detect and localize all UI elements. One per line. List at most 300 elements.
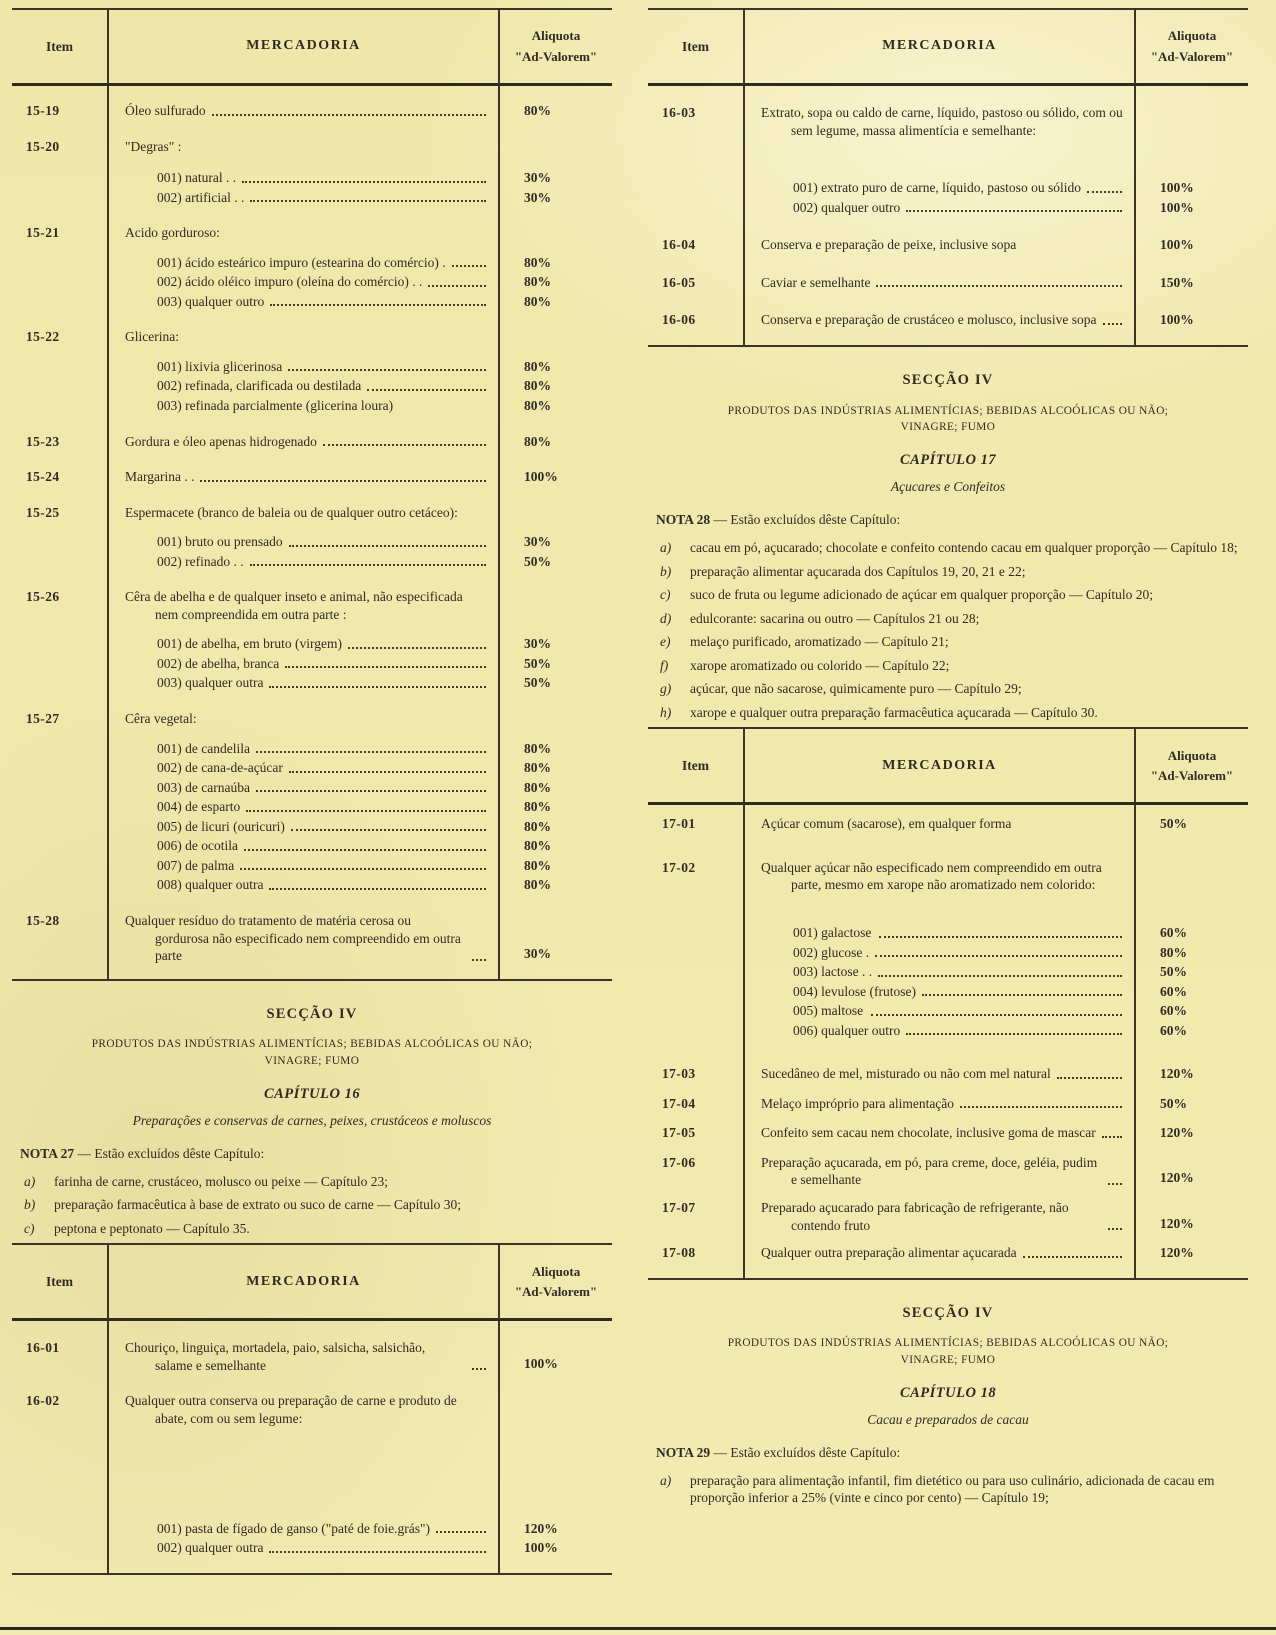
tariff-table-chapter16-left — [12, 1243, 612, 1574]
rate-value: 80% — [524, 293, 551, 309]
mercadoria-cell — [743, 805, 1136, 835]
tariff-table-chapter17 — [648, 727, 1248, 1279]
description-line — [125, 740, 488, 758]
mercadoria-cell — [107, 1539, 500, 1559]
description-text: 004) levulose (frutose) — [793, 983, 916, 999]
mercadoria-cell — [743, 199, 1136, 219]
description-line — [125, 358, 488, 376]
item-code-cell — [12, 553, 107, 573]
header-aliquota-column — [500, 10, 612, 86]
rate-value: 80% — [1160, 944, 1187, 960]
description-line — [125, 433, 488, 451]
aliquota-cell — [1136, 1144, 1248, 1189]
dotted-leader — [323, 444, 486, 446]
rate-value: 80% — [524, 254, 551, 270]
nota-item-letter: a) — [24, 1173, 36, 1189]
description-text: 002) refinado . . — [157, 553, 244, 569]
description-line — [125, 254, 488, 272]
description-line — [125, 710, 488, 728]
description-line — [125, 798, 488, 816]
header-aliquota-column — [1136, 10, 1248, 86]
mercadoria-cell — [107, 312, 500, 346]
rate-value: 120% — [1160, 1170, 1194, 1186]
mercadoria-cell — [107, 1374, 500, 1427]
mercadoria-cell — [743, 944, 1136, 964]
item-code-cell — [12, 857, 107, 877]
rate-value: 60% — [1160, 1003, 1187, 1019]
description-line — [761, 1022, 1124, 1040]
item-code-cell: 17-04 — [662, 1095, 696, 1111]
aliquota-cell — [1136, 218, 1248, 256]
aliquota-cell — [1136, 86, 1248, 139]
description-line — [125, 837, 488, 855]
aliquota-cell — [500, 242, 612, 274]
description-line — [125, 533, 488, 551]
chapter-title: Açucares e Confeitos — [890, 478, 1006, 494]
rate-value: 80% — [524, 398, 551, 414]
rate-value: 100% — [1160, 312, 1194, 328]
section-heading: SECÇÃO IV — [266, 1005, 358, 1022]
description-text: 001) galactose — [793, 924, 872, 940]
header-aliquota-line2: "Ad-Valorem" — [514, 1283, 598, 1299]
aliquota-cell — [500, 728, 612, 760]
aliquota-cell — [500, 122, 612, 156]
rate-value: 100% — [1160, 237, 1194, 253]
nota-item-letter: a) — [660, 1472, 672, 1488]
dotted-leader — [240, 868, 486, 870]
description-text: 002) ácido oléico impuro (oleína do comércio) . . — [157, 274, 423, 290]
header-mercadoria-column: MERCADORIA — [107, 1245, 500, 1321]
tariff-table-grid — [648, 727, 1248, 1279]
item-code-cell: 16-06 — [662, 312, 696, 328]
nota-line — [656, 1444, 1240, 1462]
mercadoria-cell — [743, 1234, 1136, 1264]
aliquota-cell — [500, 623, 612, 655]
description-line — [125, 328, 488, 346]
item-code-cell — [12, 674, 107, 694]
description-text: 001) extrato puro de carne, líquido, pastoso ou sólido — [793, 180, 1081, 196]
table-bottom-pad — [107, 1559, 500, 1573]
item-code-cell — [12, 377, 107, 397]
description-line — [125, 857, 488, 875]
rate-value: 50% — [524, 675, 551, 691]
rate-value: 50% — [1160, 816, 1187, 832]
table-bottom-pad — [500, 965, 612, 979]
rate-value: 120% — [1160, 1125, 1194, 1141]
rate-value: 30% — [524, 946, 551, 962]
description-text: 002) artificial . . — [157, 189, 245, 205]
aliquota-cell — [1136, 944, 1248, 964]
rate-value: 80% — [524, 358, 551, 374]
description-line — [761, 236, 1124, 254]
item-code-cell — [12, 346, 107, 378]
aliquota-cell — [1136, 256, 1248, 294]
description-line — [125, 189, 488, 207]
description-line — [125, 674, 488, 692]
description-line — [125, 397, 488, 415]
table-bottom-pad — [12, 1559, 107, 1573]
description-text: Qualquer resíduo do tratamento de matéria cerosa ou gordurosa não especificado nem compreendido em outra parte — [125, 912, 461, 964]
tariff-table-chapter16-right — [648, 8, 1248, 347]
item-code-cell — [12, 759, 107, 779]
aliquota-cell — [500, 273, 612, 293]
nota-item-letter: a) — [660, 539, 672, 555]
aliquota-cell — [1136, 199, 1248, 219]
rate-value: 30% — [524, 534, 551, 550]
description-line — [761, 199, 1124, 217]
description-text: 002) refinada, clarificada ou destilada — [157, 378, 362, 394]
description-text: Conserva e preparação de crustáceo e molusco, inclusive sopa — [761, 312, 1097, 328]
nota-item-letter: b) — [660, 563, 672, 579]
mercadoria-cell — [107, 694, 500, 728]
mercadoria-cell — [107, 779, 500, 799]
description-text: Sucedâneo de mel, misturado ou não com mel natural — [761, 1066, 1051, 1082]
rate-value: 60% — [1160, 924, 1187, 940]
chapter-title: Preparações e conservas de carnes, peixes, crustáceos e moluscos — [132, 1112, 492, 1128]
rate-value: 80% — [524, 103, 551, 118]
dotted-leader — [878, 975, 1122, 977]
item-code-cell: 16-02 — [26, 1393, 60, 1409]
section-block-capitulo16 — [12, 1005, 612, 1238]
dotted-leader — [367, 389, 486, 391]
mercadoria-cell — [107, 1428, 500, 1540]
description-text: Qualquer açúcar não especificado nem compreendido em outra parte, mesmo em xarope não aromatizado nem colorido: — [761, 859, 1102, 893]
description-text: Acido gorduroso: — [125, 225, 220, 241]
dotted-leader — [871, 1014, 1122, 1016]
two-column-layout — [12, 6, 1248, 1575]
aliquota-cell — [500, 1321, 612, 1374]
description-line — [125, 102, 488, 120]
description-text: Margarina . . — [125, 469, 195, 485]
chapter-heading: CAPÍTULO 18 — [899, 1384, 997, 1401]
rate-value: 100% — [524, 1540, 558, 1556]
aliquota-cell — [500, 377, 612, 397]
item-code-cell — [648, 199, 743, 219]
mercadoria-cell — [743, 218, 1136, 256]
rate-value: 80% — [524, 818, 551, 834]
description-line — [125, 635, 488, 653]
header-aliquota-line1: Aliquota — [1167, 747, 1217, 763]
item-code-cell: 15-24 — [26, 469, 60, 485]
item-code-cell — [12, 397, 107, 417]
dotted-leader — [1057, 1077, 1122, 1079]
nota-items — [656, 1472, 1240, 1507]
item-code-cell — [648, 1002, 743, 1022]
section-products-line1: PRODUTOS DAS INDÚSTRIAS ALIMENTÍCIAS; BEBIDAS ALCOÓLICAS OU NÃO; — [91, 1038, 533, 1051]
aliquota-cell — [500, 876, 612, 896]
nota-item-text: açúcar, que não sacarose, quimicamente puro — Capítulo 29; — [690, 681, 1022, 697]
header-aliquota-line2: "Ad-Valorem" — [1150, 48, 1234, 64]
description-line — [761, 1154, 1124, 1189]
nota-item-letter: b) — [24, 1197, 36, 1213]
description-text: 001) lixivia glicerinosa — [157, 358, 283, 374]
left-column — [12, 6, 612, 1575]
description-line — [761, 104, 1124, 139]
aliquota-cell — [500, 553, 612, 573]
aliquota-cell — [500, 86, 612, 122]
description-text: Óleo sulfurado — [125, 103, 206, 118]
item-code-cell — [12, 818, 107, 838]
aliquota-cell — [500, 655, 612, 675]
rate-value: 80% — [524, 779, 551, 795]
description-line — [761, 983, 1124, 1001]
dotted-leader — [922, 994, 1122, 996]
aliquota-cell — [500, 798, 612, 818]
chapter-heading: CAPÍTULO 17 — [899, 452, 997, 469]
description-text: 002) glucose . — [793, 944, 870, 960]
description-line — [125, 818, 488, 836]
mercadoria-cell — [107, 242, 500, 274]
description-text: 001) de abelha, em bruto (virgem) — [157, 636, 342, 652]
right-column — [648, 6, 1248, 1575]
item-code-cell — [12, 293, 107, 313]
item-code-cell: 16-04 — [662, 237, 696, 253]
item-code-cell: 17-07 — [662, 1199, 696, 1215]
description-line — [125, 468, 488, 486]
mercadoria-cell — [107, 189, 500, 209]
nota-item-letter: c) — [24, 1220, 35, 1236]
dotted-leader — [906, 1033, 1122, 1035]
item-code-cell — [648, 894, 743, 944]
chapter-heading: CAPÍTULO 16 — [263, 1085, 361, 1102]
description-line — [125, 1520, 488, 1538]
description-line — [761, 859, 1124, 894]
mercadoria-cell — [743, 1022, 1136, 1042]
nota-item-text: peptona e peptonato — Capítulo 35. — [54, 1220, 250, 1236]
description-text: 005) de licuri (ouricuri) — [157, 818, 285, 834]
mercadoria-cell — [107, 521, 500, 553]
aliquota-cell — [1136, 1022, 1248, 1042]
mercadoria-cell — [107, 1321, 500, 1374]
rate-value: 80% — [524, 740, 551, 756]
mercadoria-cell — [107, 798, 500, 818]
aliquota-cell — [1136, 1114, 1248, 1144]
item-code-cell: 15-25 — [26, 504, 60, 520]
nota-label: NOTA 29 — [656, 1445, 711, 1461]
aliquota-cell — [500, 818, 612, 838]
rate-value: 60% — [1160, 1022, 1187, 1038]
aliquota-cell — [500, 779, 612, 799]
aliquota-cell — [500, 417, 612, 453]
table-bottom-pad — [743, 331, 1136, 345]
dotted-leader — [200, 480, 486, 482]
aliquota-cell — [500, 488, 612, 522]
aliquota-cell — [1136, 1041, 1248, 1085]
rate-value: 150% — [1160, 274, 1194, 290]
nota-item-text: preparação farmacêutica à base de extrato ou suco de carne — Capítulo 30; — [54, 1197, 462, 1213]
dotted-leader — [244, 849, 486, 851]
mercadoria-cell — [743, 256, 1136, 294]
aliquota-cell — [500, 674, 612, 694]
nota-item-text: suco de fruta ou legume adicionado de açúcar em qualquer proporção — Capítulo 20; — [690, 587, 1153, 603]
rate-value: 30% — [524, 170, 551, 186]
item-code-cell: 16-05 — [662, 274, 696, 290]
description-text: 004) de esparto — [157, 799, 241, 815]
description-text: Extrato, sopa ou caldo de carne, líquido, pastoso ou sólido, com ou sem legume, massa alimentícia e semelhante: — [761, 105, 1123, 138]
mercadoria-cell — [107, 488, 500, 522]
rate-value: 120% — [1160, 1245, 1194, 1261]
item-code-cell — [12, 521, 107, 553]
description-text: Qualquer outra conserva ou preparação de carne e produto de abate, com ou sem legume: — [125, 1393, 457, 1426]
description-text: Qualquer outra preparação alimentar açucarada — [761, 1245, 1017, 1261]
header-item-column: Item — [648, 729, 743, 805]
aliquota-cell — [500, 452, 612, 488]
header-item-column: Item — [12, 1245, 107, 1321]
item-code-cell: 15-19 — [26, 103, 60, 118]
description-text: Açúcar comum (sacarose), em qualquer forma — [761, 816, 1012, 832]
mercadoria-cell — [107, 837, 500, 857]
section-products-line2: VINAGRE; FUMO — [900, 421, 996, 434]
description-line — [761, 924, 1124, 942]
nota-list-item — [656, 1472, 1240, 1507]
aliquota-cell — [1136, 1002, 1248, 1022]
nota-item-letter: h) — [660, 704, 672, 720]
nota-item-letter: c) — [660, 587, 671, 603]
nota-items — [656, 539, 1240, 721]
description-text: Conserva e preparação de peixe, inclusive sopa — [761, 237, 1017, 253]
item-code-cell — [12, 242, 107, 274]
mercadoria-cell — [743, 139, 1136, 199]
aliquota-cell — [500, 1374, 612, 1427]
description-text: Cêra vegetal: — [125, 711, 197, 727]
dotted-leader — [212, 114, 486, 116]
rate-value: 80% — [524, 433, 551, 449]
aliquota-cell — [500, 759, 612, 779]
mercadoria-cell — [107, 452, 500, 488]
dotted-leader — [876, 285, 1122, 287]
mercadoria-cell — [107, 377, 500, 397]
table-bottom-pad — [743, 1264, 1136, 1278]
description-line — [125, 1539, 488, 1557]
section-products-line1: PRODUTOS DAS INDÚSTRIAS ALIMENTÍCIAS; BEBIDAS ALCOÓLICAS OU NÃO; — [727, 1337, 1169, 1350]
aliquota-cell — [500, 312, 612, 346]
item-code-cell: 15-22 — [26, 329, 60, 345]
header-item-column: Item — [12, 10, 107, 86]
table-bottom-pad — [500, 1559, 612, 1573]
description-line — [125, 588, 488, 623]
description-line — [125, 293, 488, 311]
dotted-leader — [250, 200, 486, 202]
description-text: Cêra de abelha e de qualquer inseto e animal, não especificada nem compreendida em outra parte : — [125, 589, 463, 622]
tariff-table-grid — [12, 1243, 612, 1574]
header-aliquota-line1: Aliquota — [1167, 28, 1217, 44]
item-code-cell — [12, 798, 107, 818]
description-line — [125, 273, 488, 291]
item-code-cell — [12, 837, 107, 857]
description-line — [761, 1095, 1124, 1113]
rate-value: 60% — [1160, 983, 1187, 999]
header-aliquota-line2: "Ad-Valorem" — [1150, 767, 1234, 783]
rate-value: 80% — [524, 274, 551, 290]
description-text: 001) ácido esteárico impuro (estearina do comércio) . — [157, 254, 446, 270]
item-code-cell: 16-03 — [662, 105, 696, 120]
aliquota-cell — [500, 1428, 612, 1540]
mercadoria-cell — [743, 86, 1136, 139]
rate-value: 50% — [1160, 1095, 1187, 1111]
aliquota-cell — [1136, 293, 1248, 331]
table-bottom-pad — [648, 331, 743, 345]
description-text: Confeito sem cacau nem chocolate, inclusive goma de mascar — [761, 1125, 1096, 1141]
description-text: 001) de candelila — [157, 740, 250, 756]
dotted-leader — [242, 181, 486, 183]
description-text: Melaço impróprio para alimentação — [761, 1095, 955, 1111]
description-text: 003) qualquer outra — [157, 675, 264, 691]
header-mercadoria-column: MERCADORIA — [107, 10, 500, 86]
aliquota-cell — [1136, 983, 1248, 1003]
mercadoria-cell — [743, 835, 1136, 894]
item-code-cell: 15-21 — [26, 225, 60, 241]
aliquota-cell — [500, 208, 612, 242]
aliquota-cell — [1136, 835, 1248, 894]
description-line — [125, 553, 488, 571]
aliquota-cell — [500, 293, 612, 313]
rate-value: 100% — [524, 1355, 558, 1371]
rate-value: 30% — [524, 636, 551, 652]
description-line — [761, 179, 1124, 197]
table-bottom-pad — [12, 965, 107, 979]
nota-item-text: edulcorante: sacarina ou outro — Capítulos 21 ou 28; — [690, 610, 980, 626]
description-text: Espermacete (branco de baleia ou de qualquer outro cetáceo): — [125, 504, 458, 520]
rate-value: 80% — [524, 877, 551, 893]
rate-value: 50% — [524, 553, 551, 569]
dotted-leader — [436, 1531, 486, 1533]
nota-item-text: melaço purificado, aromatizado — Capítulo 21; — [690, 634, 949, 650]
mercadoria-cell — [107, 346, 500, 378]
description-text: 003) de carnaúba — [157, 779, 250, 795]
nota-item-text: xarope aromatizado ou colorido — Capítulo 22; — [690, 657, 950, 673]
item-code-cell: 17-03 — [662, 1066, 696, 1082]
mercadoria-cell — [743, 293, 1136, 331]
table-bottom-pad — [107, 965, 500, 979]
description-text: 003) refinada parcialmente (glicerina loura) — [157, 398, 394, 414]
chapter-title: Cacau e preparados de cacau — [867, 1411, 1029, 1427]
dotted-leader — [250, 564, 486, 566]
mercadoria-cell — [743, 1041, 1136, 1085]
header-aliquota-line1: Aliquota — [531, 28, 581, 44]
mercadoria-cell — [743, 1002, 1136, 1022]
nota-item-text: preparação para alimentação infantil, fim dietético ou para uso culinário, adicionada de cacau em proporção inferior a 25% (vinte e cinco por cento) — Capítulo 19; — [690, 1472, 1215, 1506]
mercadoria-cell — [107, 155, 500, 189]
description-line — [125, 169, 488, 187]
item-code-cell: 17-02 — [662, 859, 696, 875]
mercadoria-cell — [107, 273, 500, 293]
nota-text: — Estão excluídos dêste Capítulo: — [74, 1146, 265, 1162]
mercadoria-cell — [743, 1189, 1136, 1234]
nota-item-text: farinha de carne, crustáceo, molusco ou peixe — Capítulo 23; — [54, 1173, 389, 1189]
section-heading: SECÇÃO IV — [902, 371, 994, 388]
header-item-column: Item — [648, 10, 743, 86]
table-bottom-pad — [1136, 1264, 1248, 1278]
nota-list-item — [20, 1196, 604, 1214]
description-text: 006) qualquer outro — [793, 1022, 901, 1038]
section-block-capitulo17 — [648, 371, 1248, 722]
aliquota-cell — [500, 857, 612, 877]
mercadoria-cell — [743, 1144, 1136, 1189]
mercadoria-cell — [107, 122, 500, 156]
description-line — [125, 759, 488, 777]
aliquota-cell — [500, 521, 612, 553]
mercadoria-cell — [107, 857, 500, 877]
description-line — [125, 779, 488, 797]
mercadoria-cell — [107, 208, 500, 242]
item-code-cell — [648, 1022, 743, 1042]
nota-text: — Estão excluídos dêste Capítulo: — [710, 1445, 901, 1461]
nota-list-item — [656, 633, 1240, 651]
rate-value: 80% — [524, 838, 551, 854]
nota-list-item — [656, 680, 1240, 698]
mercadoria-cell — [107, 623, 500, 655]
dotted-leader — [1087, 191, 1122, 193]
